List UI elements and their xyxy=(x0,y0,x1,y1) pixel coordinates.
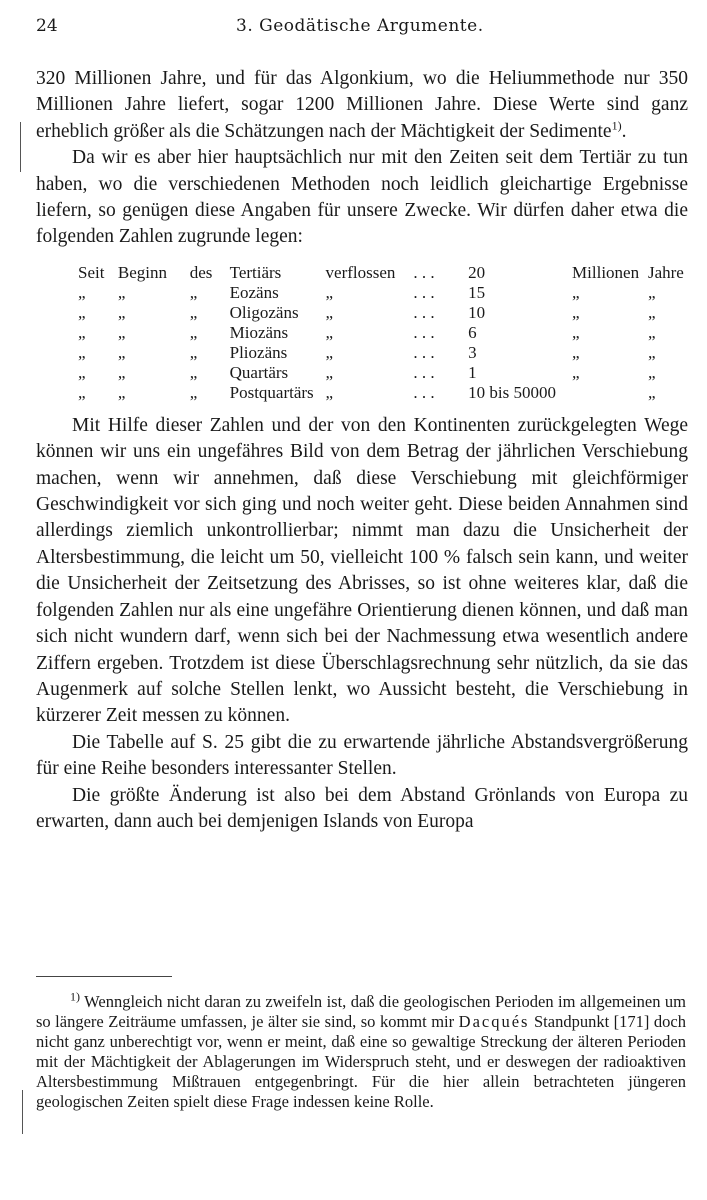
paragraph-2: Da wir es aber hier hauptsächlich nur mit den Zeiten seit dem Tertiär zu tun haben, wo die verschiedenen Methoden noch leidlich gleichartige Ergebnisse liefern, so genügen diese Angaben für unsere Zwecke. Wir dürfen daher etwa die folgenden Zahlen zugrunde legen: xyxy=(36,147,688,248)
table-row: „ „ „ Postquartärs „ . . . 10 bis 50000 „ xyxy=(78,382,656,402)
epoch-label: Oligozäns xyxy=(229,302,299,322)
running-title: 3. Geodätische Argumente. xyxy=(236,16,484,36)
epoch-value: 15 xyxy=(468,282,486,302)
epoch-value: 1 xyxy=(468,362,477,382)
author-name: Dacqués xyxy=(458,1012,530,1031)
margin-mark xyxy=(20,122,21,172)
table-row: Seit Beginn des Tertiärs verflossen . . . 20 Millionen Jahre xyxy=(78,262,684,282)
footnote: $^{1)}$ Wenngleich nicht daran zu zweifeln ist, daß die geologischen Perioden im allgemeinen um so längere Zeiträume umfassen, je älter sie sind, so kommt mir Dacqués Standpunkt [171] doch nicht ganz unberechtigt vor, wenn er meint, daß eine so gewaltige Streckung der älteren Perioden mit der Mächtigkeit der Ablagerungen im Widerspruch steht, und er deswegen der radioaktiven Altersbestimmung Mißtrauen entgegenbringt. Für die hier allein betrachteten jüngeren geologischen Zeiten spielt diese Frage indessen keine Rolle. xyxy=(36,989,686,1111)
table-row: „ „ „ Quartärs „ . . . 1 „ „ xyxy=(78,362,656,382)
table-row: „ „ „ Miozäns „ . . . 6 „ „ xyxy=(78,322,656,342)
paragraph-4: Die Tabelle auf S. 25 gibt die zu erwartende jährliche Abstandsvergrößerung für eine Reihe besonders interessanter Stellen. xyxy=(36,731,688,780)
epoch-label: Pliozäns xyxy=(229,342,288,362)
epoch-value: 6 xyxy=(468,322,477,342)
footnote-divider xyxy=(36,976,172,977)
margin-mark xyxy=(22,1090,23,1134)
epoch-label: Tertiärs xyxy=(229,262,282,282)
epoch-value: 10 bis 50000 xyxy=(468,382,557,402)
footnote-marker: 1) xyxy=(70,989,80,1004)
epoch-label: Quartärs xyxy=(229,362,289,382)
paragraph-1: 320 Millionen Jahre, und für das Algonkium, wo die Heliummethode nur 350 Millionen Jahre liefert, sogar 1200 Millionen Jahre. Diese Werte sind ganz erheblich größer als die Schätzungen nach der Mächtigkeit der Sedimente$^{1)}$. xyxy=(36,68,688,142)
epoch-value: 20 xyxy=(468,262,486,282)
epoch-label: Miozäns xyxy=(229,322,289,342)
paragraph-3: Mit Hilfe dieser Zahlen und der von den Kontinenten zurückgelegten Wege können wir uns ein ungefähres Bild von dem Betrag der jährlichen Verschiebung machen, wenn wir annehmen, daß diese Verschiebung mit gleichförmiger Geschwindigkeit vor sich ging und noch weiter geht. Diese beiden Annahmen sind allerdings ziemlich unkontrollierbar; nimmt man dazu die Unsicherheit der Altersbestimmung, die leicht um 50, vielleicht 100 % falsch sein kann, und weiter die Unsicherheit der Zeitsetzung des Abrisses, so ist ohne weiteres klar, daß die folgenden Zahlen nur als eine ungefähre Orientierung dienen können, und daß man sich nicht wundern darf, wenn sich bei der Nachmessung etwa wesentlich andere Ziffern ergeben. Trotzdem ist diese Überschlagsrechnung sehr nützlich, da sie das Augenmerk auf solche Stellen lenkt, wo Aussicht besteht, die Verschiebung in kürzerer Zeit messen zu können. xyxy=(36,414,688,727)
table-row: „ „ „ Eozäns „ . . . 15 „ „ xyxy=(78,282,656,302)
paragraph-5: Die größte Änderung ist also bei dem Abstand Grönlands von Europa zu erwarten, dann auch bei demjenigen Islands von Europa xyxy=(36,784,688,832)
epoch-label: Eozäns xyxy=(229,282,279,302)
body-text xyxy=(36,66,688,835)
page-header xyxy=(36,16,686,42)
epoch-table xyxy=(36,263,688,403)
footnote-ref[interactable]: 1) xyxy=(611,118,622,133)
page-number: 24 xyxy=(36,16,58,36)
table-row: „ „ „ Pliozäns „ . . . 3 „ „ xyxy=(78,342,656,362)
epoch-value: 3 xyxy=(468,342,477,362)
epoch-label: Postquartärs xyxy=(229,382,314,402)
table-row: „ „ „ Oligozäns „ . . . 10 „ „ xyxy=(78,302,656,322)
epoch-value: 10 xyxy=(468,302,486,322)
